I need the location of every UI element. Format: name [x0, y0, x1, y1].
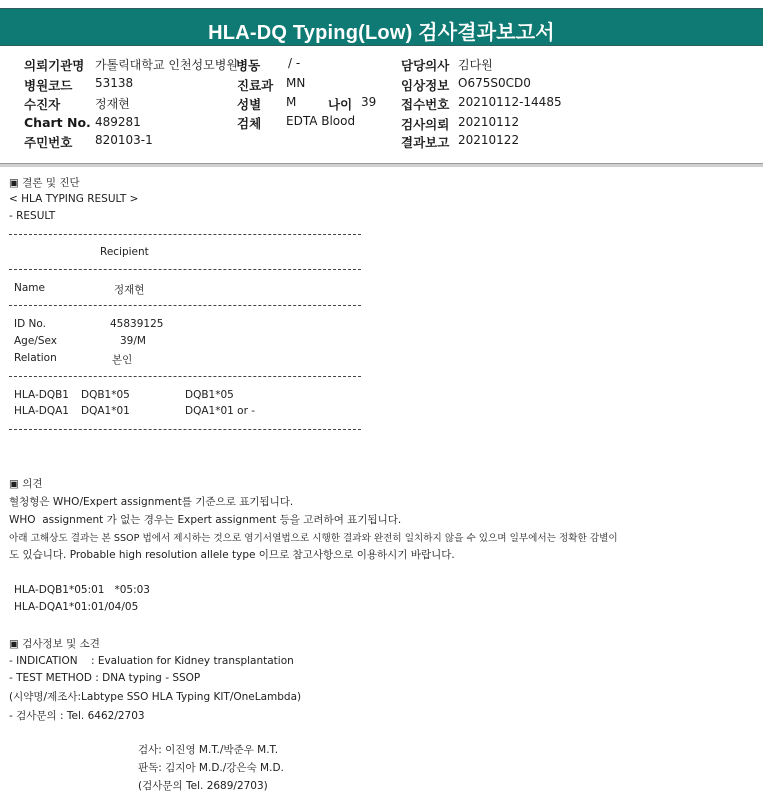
dqa1-allele-1: DQA1*01: [81, 405, 130, 417]
receipt-value: 20210112-14485: [458, 95, 562, 109]
receipt-label: 접수번호: [401, 97, 450, 112]
hospital-label: 의뢰기관명: [24, 58, 85, 73]
report-title: HLA-DQ Typing(Low) 검사결과보고서: [208, 22, 555, 44]
patient-value: 정재현: [95, 97, 130, 111]
ward-label: 병동: [236, 58, 261, 73]
patient-label: 수진자: [24, 97, 61, 112]
dqa1-allele-2: DQA1*01 or -: [185, 405, 256, 417]
high-res-dqb1: HLA-DQB1*05:01 *05:03: [14, 584, 150, 596]
rule-line: [9, 429, 361, 430]
opinion-line-1: 혈청형은 WHO/Expert assignment를 기준으로 표기됩니다.: [9, 496, 294, 508]
ssn-value: 820103-1: [95, 133, 153, 147]
dqa1-label: HLA-DQA1: [14, 405, 69, 417]
id-label: ID No.: [14, 318, 46, 330]
signature-reader: 판독: 김지아 M.D./강은숙 M.D.: [138, 762, 284, 774]
rule-line: [9, 376, 361, 377]
age-sex-label: Age/Sex: [14, 335, 57, 347]
indication-line: - INDICATION : Evaluation for Kidney transplantation: [9, 655, 294, 667]
inquiry-line: - 검사문의 : Tel. 6462/2703: [9, 710, 145, 722]
result-label: - RESULT: [9, 210, 56, 222]
report-date-label: 결과보고: [401, 135, 450, 150]
dept-label: 진료과: [237, 78, 274, 93]
dqb1-allele-1: DQB1*05: [81, 389, 130, 401]
ssn-label: 주민번호: [24, 135, 73, 150]
dqb1-allele-2: DQB1*05: [185, 389, 234, 401]
section-test-info: ▣ 검사정보 및 소견: [9, 638, 100, 650]
dept-value: MN: [286, 76, 306, 90]
code-value: 53138: [95, 76, 134, 90]
high-res-dqa1: HLA-DQA1*01:01/04/05: [14, 601, 139, 613]
chart-label: Chart No.: [24, 115, 91, 130]
hospital-value: 가톨릭대학교 인천성모병원: [95, 58, 238, 72]
specimen-value: EDTA Blood: [286, 114, 356, 128]
relation-label: Relation: [14, 352, 57, 364]
age-label: 나이: [328, 97, 353, 112]
request-label: 검사의뢰: [401, 117, 450, 132]
opinion-line-4: 도 있습니다. Probable high resolution allele type 이므로 참고사항으로 이용하시기 바랍니다.: [9, 549, 455, 561]
opinion-line-3: 아래 고해상도 결과는 본 SSOP 법에서 제시하는 것으로 염기서열법으로 시행한 결과와 완전히 일치하지 않을 수 있으며 일부에서는 정확한 감별이: [9, 533, 618, 544]
doctor-value: 김다원: [458, 58, 493, 72]
age-sex-value: 39/M: [120, 335, 146, 347]
opinion-line-2: WHO assignment 가 없는 경우는 Expert assignment 등을 고려하여 표기됩니다.: [9, 514, 402, 526]
sex-label: 성별: [237, 97, 262, 112]
code-label: 병원코드: [24, 78, 73, 93]
signature-contact: (검사문의 Tel. 2689/2703): [138, 780, 268, 792]
request-value: 20210112: [458, 115, 520, 129]
chart-value: 489281: [95, 115, 141, 129]
specimen-label: 검체: [237, 116, 262, 131]
relation-value: 본인: [112, 354, 133, 366]
id-value: 45839125: [110, 318, 164, 330]
ward-value: / -: [288, 56, 301, 70]
section-conclusion: ▣ 결론 및 진단: [9, 177, 80, 189]
section-opinion: ▣ 의견: [9, 478, 43, 490]
method-line: - TEST METHOD : DNA typing - SSOP: [9, 672, 201, 684]
typing-title: < HLA TYPING RESULT >: [9, 193, 139, 205]
signature-tester: 검사: 이진영 M.T./박준우 M.T.: [138, 744, 279, 756]
reagent-line: (시약명/제조사:Labtype SSO HLA Typing KIT/OneLambda): [9, 691, 302, 703]
doctor-label: 담당의사: [401, 58, 450, 73]
recipient-header: Recipient: [100, 246, 149, 258]
rule-line: [9, 234, 361, 235]
age-value: 39: [361, 95, 377, 109]
clinical-label: 임상정보: [401, 78, 450, 93]
header-divider: [0, 163, 763, 167]
name-label: Name: [14, 282, 45, 294]
report-title-bar: [0, 8, 763, 46]
name-value: 정재현: [114, 284, 145, 296]
rule-line: [9, 305, 361, 306]
sex-value: M: [286, 95, 297, 109]
clinical-value: O675S0CD0: [458, 76, 531, 90]
dqb1-label: HLA-DQB1: [14, 389, 69, 401]
report-date-value: 20210122: [458, 133, 520, 147]
rule-line: [9, 269, 361, 270]
